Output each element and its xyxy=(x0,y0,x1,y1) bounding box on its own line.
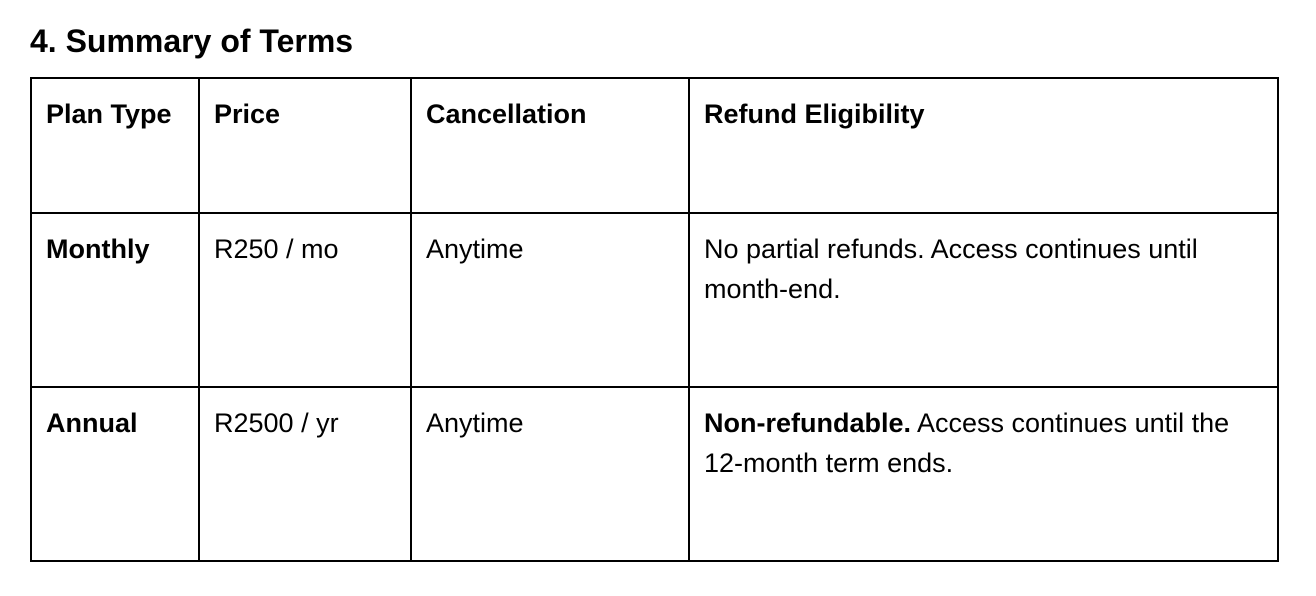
refund-text: Access continues until the 12-month term ends. xyxy=(704,408,1230,478)
header-refund-eligibility: Refund Eligibility xyxy=(689,78,1278,213)
section-title: 4. Summary of Terms xyxy=(30,23,354,59)
header-plan-type: Plan Type xyxy=(31,78,199,213)
header-cancellation: Cancellation xyxy=(411,78,689,213)
plan-type-cell: Monthly xyxy=(31,213,199,387)
refund-text: No partial refunds. Access continues until month-end. xyxy=(704,234,1198,304)
refund-cell xyxy=(689,387,1278,561)
refund-cell xyxy=(689,213,1278,387)
refund-emphasis: Non-refundable. xyxy=(704,408,911,438)
table-header-row xyxy=(31,78,1278,213)
cancellation-cell: Anytime xyxy=(411,387,689,561)
plan-type-cell: Annual xyxy=(31,387,199,561)
price-cell: R250 / mo xyxy=(199,213,411,387)
summary-of-terms-table xyxy=(30,77,1279,562)
header-price: Price xyxy=(199,78,411,213)
cancellation-cell: Anytime xyxy=(411,213,689,387)
table-row xyxy=(31,387,1278,561)
table-row xyxy=(31,213,1278,387)
price-cell: R2500 / yr xyxy=(199,387,411,561)
